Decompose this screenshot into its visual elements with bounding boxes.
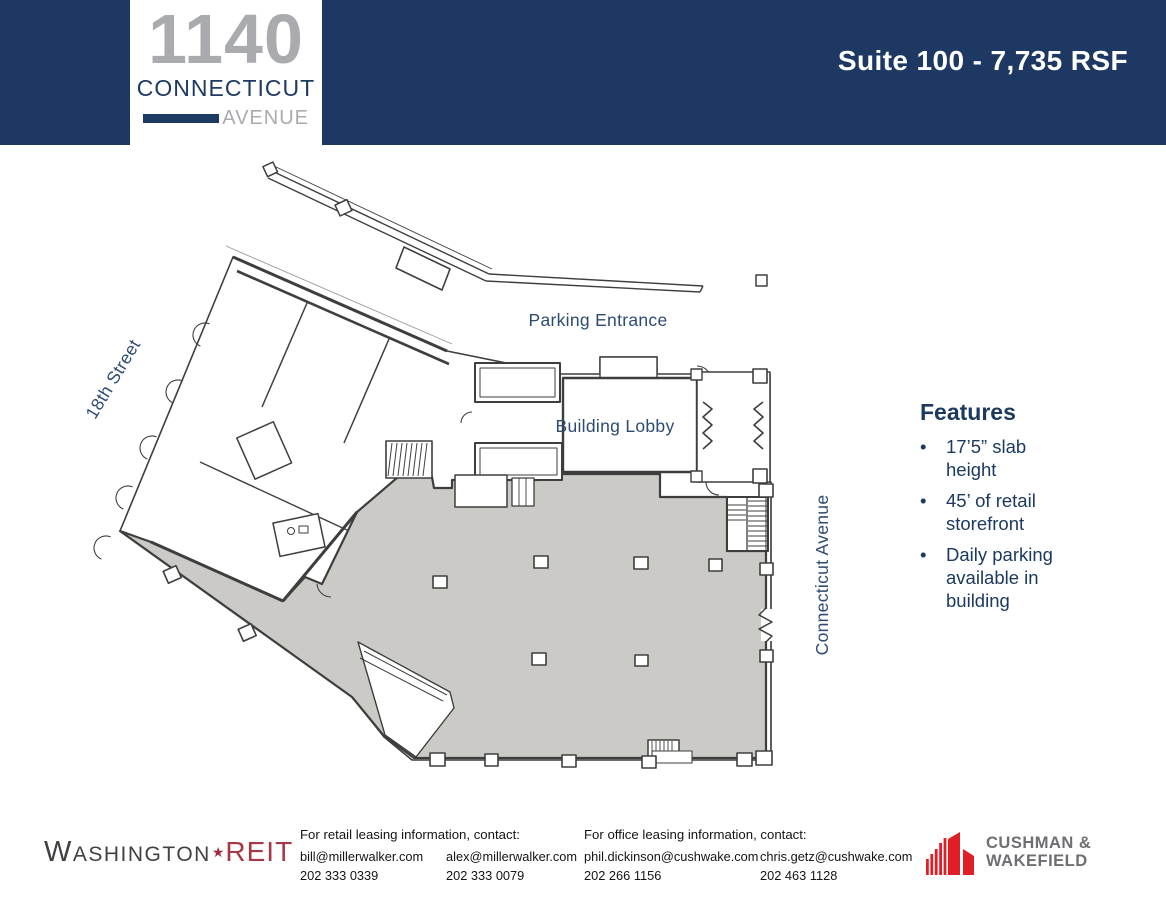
features-panel [920,399,1098,621]
bullet-icon: • [920,436,927,457]
street-18th-label: 18th Street [81,335,145,423]
contact-person [584,848,759,885]
feature-text: 45’ of retail storefront [946,489,1036,534]
contact-email[interactable]: alex@millerwalker.com [446,849,578,864]
contact-person [760,848,912,885]
contact-email[interactable]: bill@millerwalker.com [300,849,424,864]
retail-contact-columns [300,848,577,885]
office-contact-block [584,827,912,885]
feature-item [920,544,1098,613]
contact-person [300,848,430,885]
cushman-line1: CUSHMAN & [986,833,1092,852]
office-contact-columns [584,848,912,885]
bullet-icon: • [920,543,927,565]
logo-street: CONNECTICUT [136,75,316,101]
parking-ramp [263,162,767,292]
reit-initial: W [44,836,73,868]
entry-vestibule [691,369,770,495]
features-title: Features [920,399,1016,425]
cushman-building-icon [926,829,976,875]
logo-avenue-row [130,107,322,130]
suite-title: Suite 100 - 7,735 RSF [837,45,1128,76]
stair-west [386,441,432,478]
office-contact-heading: For office leasing information, contact: [584,827,807,842]
star-icon: ★ [211,844,225,860]
contact-email[interactable]: chris.getz@cushwake.com [760,849,913,864]
building-lobby-label: Building Lobby [555,416,675,436]
contact-phone: 202 333 0339 [300,867,379,883]
contact-phone: 202 463 1128 [760,867,838,883]
feature-item [920,490,1098,536]
logo-accent-bar [143,114,219,123]
feature-item [920,436,1098,482]
stair-east [727,497,768,551]
contact-email[interactable]: phil.dickinson@cushwake.com [584,849,759,864]
reit-suffix: REIT [225,836,294,867]
contact-person [446,848,577,885]
reit-word: ASHINGTON [72,843,211,866]
logo-avenue: AVENUE [222,107,309,129]
contact-phone: 202 266 1156 [584,867,662,883]
cushman-wordmark [986,834,1091,871]
parking-entrance-label: Parking Entrance [528,310,668,330]
logo-number: 1140 [148,0,304,78]
retail-contact-block [300,827,577,885]
bullet-icon: • [920,489,927,511]
contact-phone: 202 333 0079 [446,867,525,883]
connecticut-avenue-label: Connecticut Avenue [812,494,832,656]
retail-contact-heading: For retail leasing information, contact: [300,827,520,842]
feature-text: 17’5” slab height [946,436,1027,480]
washington-reit-logo [44,836,293,869]
feature-text: Daily parking available in building [946,543,1053,611]
cushman-line2: WAKEFIELD [986,852,1088,870]
cushman-wakefield-logo [926,829,1091,875]
building-logo [130,0,322,152]
